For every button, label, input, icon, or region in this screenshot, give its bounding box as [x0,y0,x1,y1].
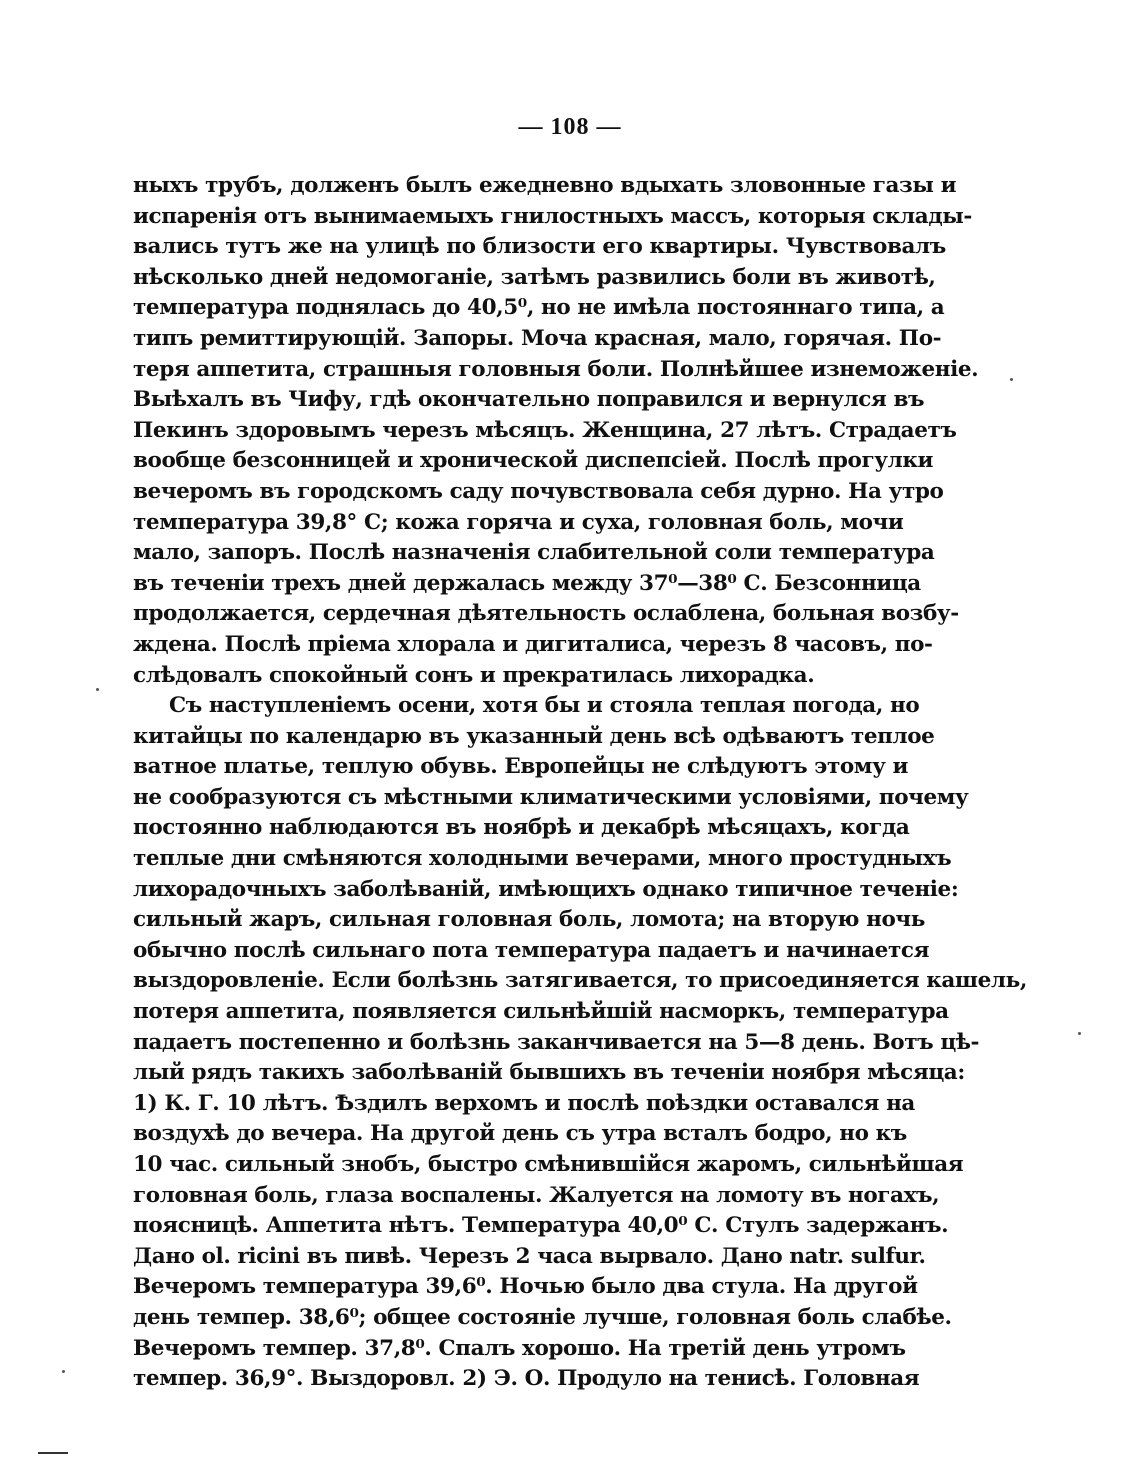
text-line: Вечеромъ температура 39,6⁰. Ночью было два стула. На другой [133,1274,918,1300]
text-line: продолжается, сердечная дѣятельность ослаблена, больная возбу- [133,601,959,627]
text-line: Съ наступленіемъ осени, хотя бы и стояла теплая погода, но [169,693,920,719]
text-line: температура поднялась до 40,5⁰, но не имѣла постояннаго типа, а [133,295,945,321]
scan-speck [96,688,99,691]
scan-speck [1078,1032,1081,1035]
text-line: теплые дни смѣняются холодными вечерами, много простудныхъ [133,846,952,872]
text-line: мало, запоръ. Послѣ назначенія слабительной соли температура [133,540,935,566]
text-line: лихорадочныхъ заболѣваній, имѣющихъ однако типичное теченіе: [133,876,959,902]
text-line: вались тутъ же на улицѣ по близости его квартиры. Чувствовалъ [133,234,946,260]
paragraph-1 [133,171,979,691]
text-line: лый рядъ такихъ заболѣваній бывшихъ въ теченіи ноября мѣсяца: [133,1060,965,1086]
text-line: выздоровленіе. Если болѣзнь затягивается, то присоединяется кашель, [133,968,1027,994]
text-line: Дано ol. ricini въ пивѣ. Черезъ 2 часа вырвало. Дано natr. sulfur. [133,1243,926,1269]
text-line: день темпер. 38,6⁰; общее состояніе лучше, головная боль слабѣе. [133,1304,952,1330]
text-line: воздухѣ до вечера. На другой день съ утра всталъ бодро, но къ [133,1121,907,1147]
text-line: въ теченіи трехъ дней держалась между 37⁰—38⁰ С. Безсонница [133,570,921,596]
text-line: Выѣхалъ въ Чифу, гдѣ окончательно поправился и вернулся въ [133,387,925,413]
text-line: головная боль, глаза воспалены. Жалуется на ломоту въ ногахъ, [133,1182,940,1208]
text-line: поясницѣ. Аппетита нѣтъ. Температура 40,0⁰ С. Стулъ задержанъ. [133,1213,949,1239]
text-line: ждена. Послѣ пріема хлорала и дигиталиса, черезъ 8 часовъ, по- [133,631,933,657]
text-line: ныхъ трубъ, долженъ былъ ежедневно вдыхать зловонные газы и [133,173,957,198]
body-text [133,171,1027,1395]
text-line: сильный жаръ, сильная головная боль, ломота; на вторую ночь [133,907,925,933]
text-line: китайцы по календарю въ указанный день всѣ одѣваютъ теплое [133,723,935,749]
text-line: нѣсколько дней недомоганіе, затѣмъ развились боли въ животѣ, [133,264,936,290]
text-line: слѣдовалъ спокойный сонъ и прекратилась лихорадка. [133,662,815,688]
scan-margin-mark [38,1452,68,1454]
text-line: ватное платье, теплую обувь. Европейцы не слѣдуютъ этому и [133,754,909,780]
text-line: постоянно наблюдаются въ ноябрѣ и декабрѣ мѣсяцахъ, когда [133,815,910,841]
text-line: типъ ремиттирующій. Запоры. Моча красная, мало, горячая. По- [133,325,942,351]
scan-speck [1010,378,1013,381]
text-line: 1) К. Г. 10 лѣтъ. Ѣздилъ верхомъ и послѣ поѣздки оставался на [133,1090,915,1116]
text-line: Пекинъ здоровымъ черезъ мѣсяцъ. Женщина, 27 лѣтъ. Страдаетъ [133,417,957,443]
page-number: — 108 — [518,114,622,140]
text-line: вечеромъ въ городскомъ саду почувствовала себя дурно. На утро [133,478,944,504]
text-line: температура 39,8° С; кожа горяча и суха, головная боль, мочи [133,509,904,535]
text-line: Вечеромъ темпер. 37,8⁰. Спалъ хорошо. На третій день утромъ [133,1335,906,1361]
scan-speck [62,1370,65,1373]
paragraph-2 [133,691,1027,1395]
text-line: потеря аппетита, появляется сильнѣйшій насморкъ, температура [133,999,949,1025]
text-line: теря аппетита, страшныя головныя боли. Полнѣйшее изнеможеніе. [133,356,979,382]
text-line: обычно послѣ сильнаго пота температура падаетъ и начинается [133,937,930,963]
text-line: испаренія отъ вынимаемыхъ гнилостныхъ массъ, которыя склады- [133,203,972,229]
text-line: темпер. 36,9°. Выздоровл. 2) Э. О. Продуло на тенисѣ. Головная [133,1366,920,1392]
text-line: вообще безсонницей и хронической диспепсіей. Послѣ прогулки [133,448,934,474]
text-line: не сообразуются съ мѣстными климатическими условіями, почему [133,784,969,810]
text-line: падаетъ постепенно и болѣзнь заканчивается на 5—8 день. Вотъ цѣ- [133,1029,980,1055]
text-line: 10 час. сильный знобъ, быстро смѣнившійся жаромъ, сильнѣйшая [133,1152,964,1177]
